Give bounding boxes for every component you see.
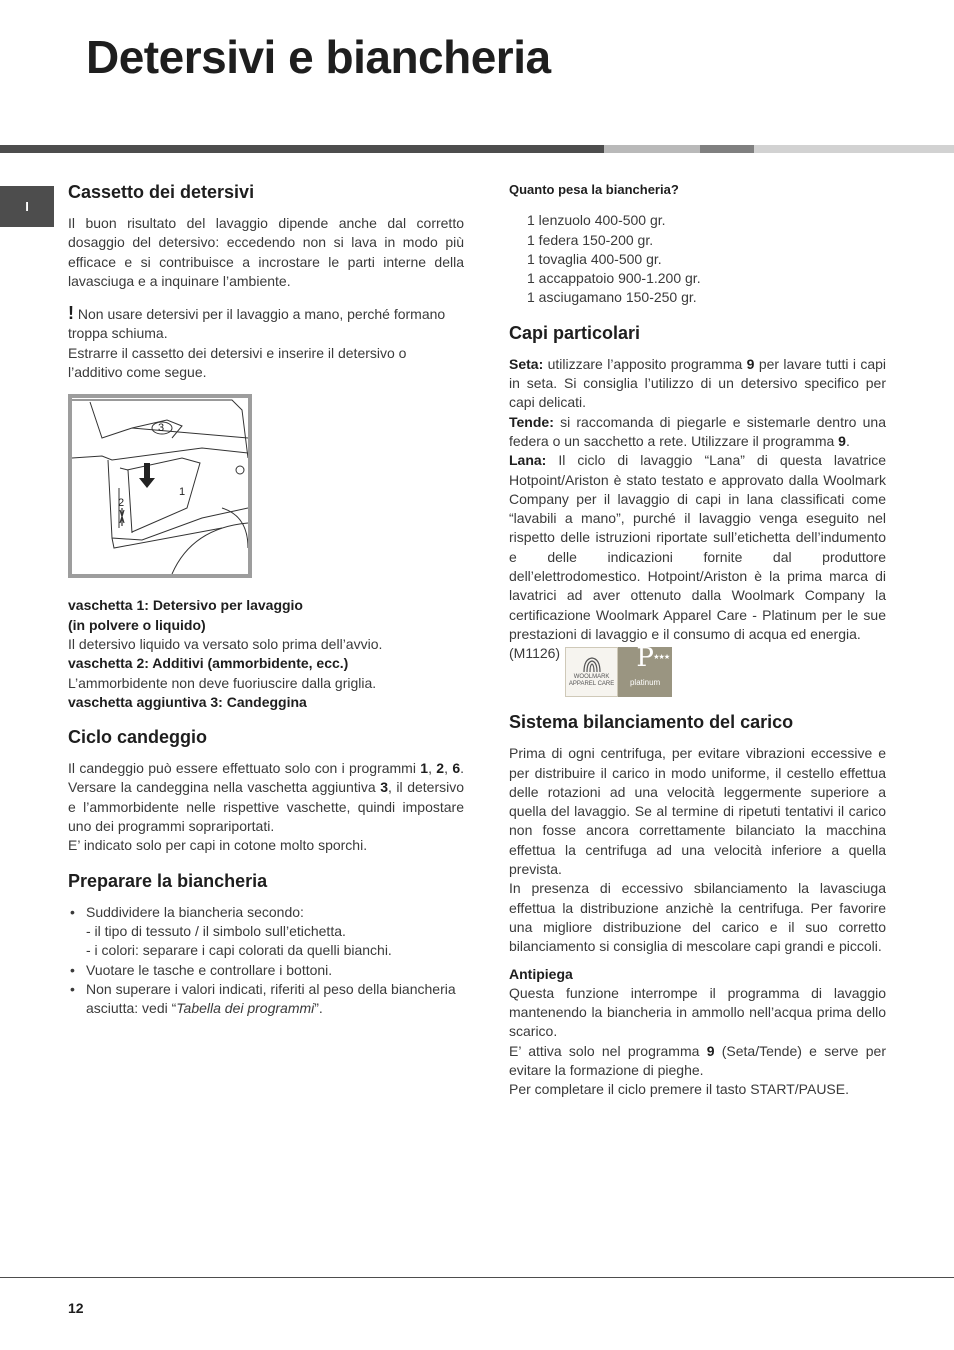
- cassetto-instruction: Estrarre il cassetto dei detersivi e inserire il detersivo o l’additivo come segue.: [68, 344, 407, 381]
- candeggio-note: E’ indicato solo per capi in cotone molto sporchi.: [68, 837, 368, 854]
- header-bar-segment: [700, 145, 754, 153]
- capi-seta: Seta: utilizzare l’apposito programma 9 per lavare tutti i capi in seta. Si consiglia l’utilizzo di un detersivo specifico per capi delicati.: [509, 355, 887, 411]
- vaschetta-3-title: vaschetta aggiuntiva 3: Candeggina: [68, 693, 307, 710]
- list-item: 1 asciugamano 150-250 gr.: [527, 289, 697, 306]
- right-column: [509, 180, 886, 1100]
- section-heading: Sistema bilanciamento del carico: [509, 712, 794, 733]
- section-heading: Capi particolari: [509, 322, 641, 343]
- section-capi: [509, 321, 886, 697]
- section-heading: Ciclo candeggio: [68, 727, 208, 748]
- section-heading: Preparare la biancheria: [68, 870, 268, 891]
- figure-label-1: 1: [179, 486, 186, 499]
- list-item: • Vuotare le tasche e controllare i bottoni.: [68, 961, 464, 980]
- candeggio-text: Il candeggio può essere effettuato solo con i programmi 1, 2, 6. Versare la candeggina nella vaschetta aggiuntiva 3, il detersivo e l’ammorbidente nelle rispettive vaschette, quindi impostare uno dei programmi soprariportati.: [68, 760, 465, 835]
- section-candeggio: [68, 725, 464, 855]
- woolmark-row: [509, 644, 886, 697]
- header-bar-segment: [0, 145, 604, 153]
- section-antipiega: [509, 965, 886, 1100]
- list-item: 1 lenzuolo 400-500 gr.: [527, 212, 666, 229]
- detergent-drawer-illustration: [68, 394, 252, 578]
- sistema-p2: In presenza di eccessivo sbilanciamento la lavasciuga effettua la distribuzione anzichè la centrifuga. Per favorire una migliore distribuzione del carico e il suo corretto bilanciamento si consiglia di mescolare capi grandi e piccoli.: [509, 880, 886, 955]
- left-column: [68, 180, 464, 1018]
- sistema-p1: Prima di ogni centrifuga, per evitare vibrazioni eccessive e per distribuire il carico in modo uniforme, il cestello effettua delle rotazioni ad una velocità leggermente superiore a quella del lavaggio. Se al termine di ripetuti tentativi il carico non fosse ancora correttamente bilanciato la macchina effettua la centrifuga ad una velocità inferiore a quella prevista.: [509, 745, 886, 878]
- weights-list: [509, 211, 886, 307]
- list-item: • Suddividere la biancheria secondo: - il tipo di tessuto / il simbolo sull’etichetta. - i colori: separare i capi colorati da quelli bianchi.: [68, 903, 464, 961]
- detergent-drawer-drawing: [72, 398, 248, 574]
- woolmark-icon: [581, 656, 603, 674]
- header-bar-segment: [604, 145, 700, 153]
- list-item: 1 accappatoio 900-1.200 gr.: [527, 270, 701, 287]
- page-number: 12: [68, 1300, 84, 1316]
- woolmark-logo: WOOLMARK APPAREL CARE: [565, 647, 618, 697]
- vaschetta-1-title-cont: (in polvere o liquido): [68, 616, 206, 633]
- woolmark-badge: [565, 642, 672, 697]
- warning-icon: !: [68, 303, 74, 324]
- model-code: (M1126): [509, 645, 561, 662]
- platinum-logo: ★★★ P platinum: [618, 647, 672, 697]
- preparare-list: [68, 903, 464, 1019]
- page-title: Detersivi e biancheria: [86, 31, 551, 83]
- antipiega-p2: E’ attiva solo nel programma 9 (Seta/Tende) e serve per evitare la formazione di pieghe.: [509, 1042, 886, 1078]
- section-sistema: [509, 710, 886, 956]
- cassetto-intro: Il buon risultato del lavaggio dipende anche dal corretto dosaggio del detersivo: eccedendo non si lava in modo più efficace e si contribuisce a incrostare le parti interne della lavasciuga e a inquinare l’ambiente.: [68, 215, 464, 289]
- vaschetta-1-title: vaschetta 1: Detersivo per lavaggio: [68, 597, 303, 614]
- capi-lana: Lana: Il ciclo di lavaggio “Lana” di questa lavatrice Hotpoint/Ariston è stato testato e approvato dalla Woolmark Company per il lavaggio di capi in lana classificati come “lavabili a mano”, purché il lavaggio venga eseguito nel rispetto delle istruzioni riportate sull’etichetta dell’indumento e delle indicazioni fornite dal produttore dell’elettrodomestico. Hotpoint/Ariston è la prima marca di lavatrici ad aver ottenuto dalla Woolmark Company la certificazione Woolmark Apparel Care - Platinum per le sue prestazioni di lavaggio e il consumo di acqua ed energia.: [509, 452, 886, 642]
- vaschetta-2-text: L’ammorbidente non deve fuoriuscire dalla griglia.: [68, 674, 377, 691]
- section-peso: [509, 180, 886, 308]
- list-item: 1 federa 150-200 gr.: [527, 231, 654, 248]
- footer-rule: [0, 1277, 954, 1278]
- cassetto-warning: ! Non usare detersivi per il lavaggio a mano, perché formano troppa schiuma.: [68, 303, 446, 342]
- section-heading: Cassetto dei detersivi: [68, 182, 255, 202]
- peso-heading: Quanto pesa la biancheria?: [509, 182, 679, 197]
- section-preparare: [68, 869, 464, 1019]
- list-item: • Non superare i valori indicati, riferiti al peso della biancheria asciutta: vedi “Tabella dei programmi”.: [68, 980, 464, 1019]
- antipiega-p3: Per completare il ciclo premere il tasto START/PAUSE.: [509, 1081, 849, 1098]
- language-tab: I: [0, 186, 54, 227]
- list-item: 1 tovaglia 400-500 gr.: [527, 250, 662, 267]
- figure-label-3: 3: [158, 422, 165, 435]
- star-icon: ★★★: [653, 654, 670, 662]
- antipiega-heading: Antipiega: [509, 965, 573, 982]
- vaschetta-1-text: Il detersivo liquido va versato solo prima dell’avvio.: [68, 635, 383, 652]
- header-bar-segment: [754, 145, 954, 153]
- section-cassetto: [68, 180, 464, 712]
- vaschetta-2-title: vaschetta 2: Additivi (ammorbidente, ecc.): [68, 655, 349, 672]
- figure-label-2: 2: [118, 497, 125, 510]
- capi-tende: Tende: si raccomanda di piegarle e sistemarle dentro una federa o un sacchetto a rete. Utilizzare il programma 9.: [509, 413, 886, 449]
- antipiega-p1: Questa funzione interrompe il programma di lavaggio mantenendo la biancheria in ammollo nell’acqua prima dello scarico.: [509, 984, 886, 1040]
